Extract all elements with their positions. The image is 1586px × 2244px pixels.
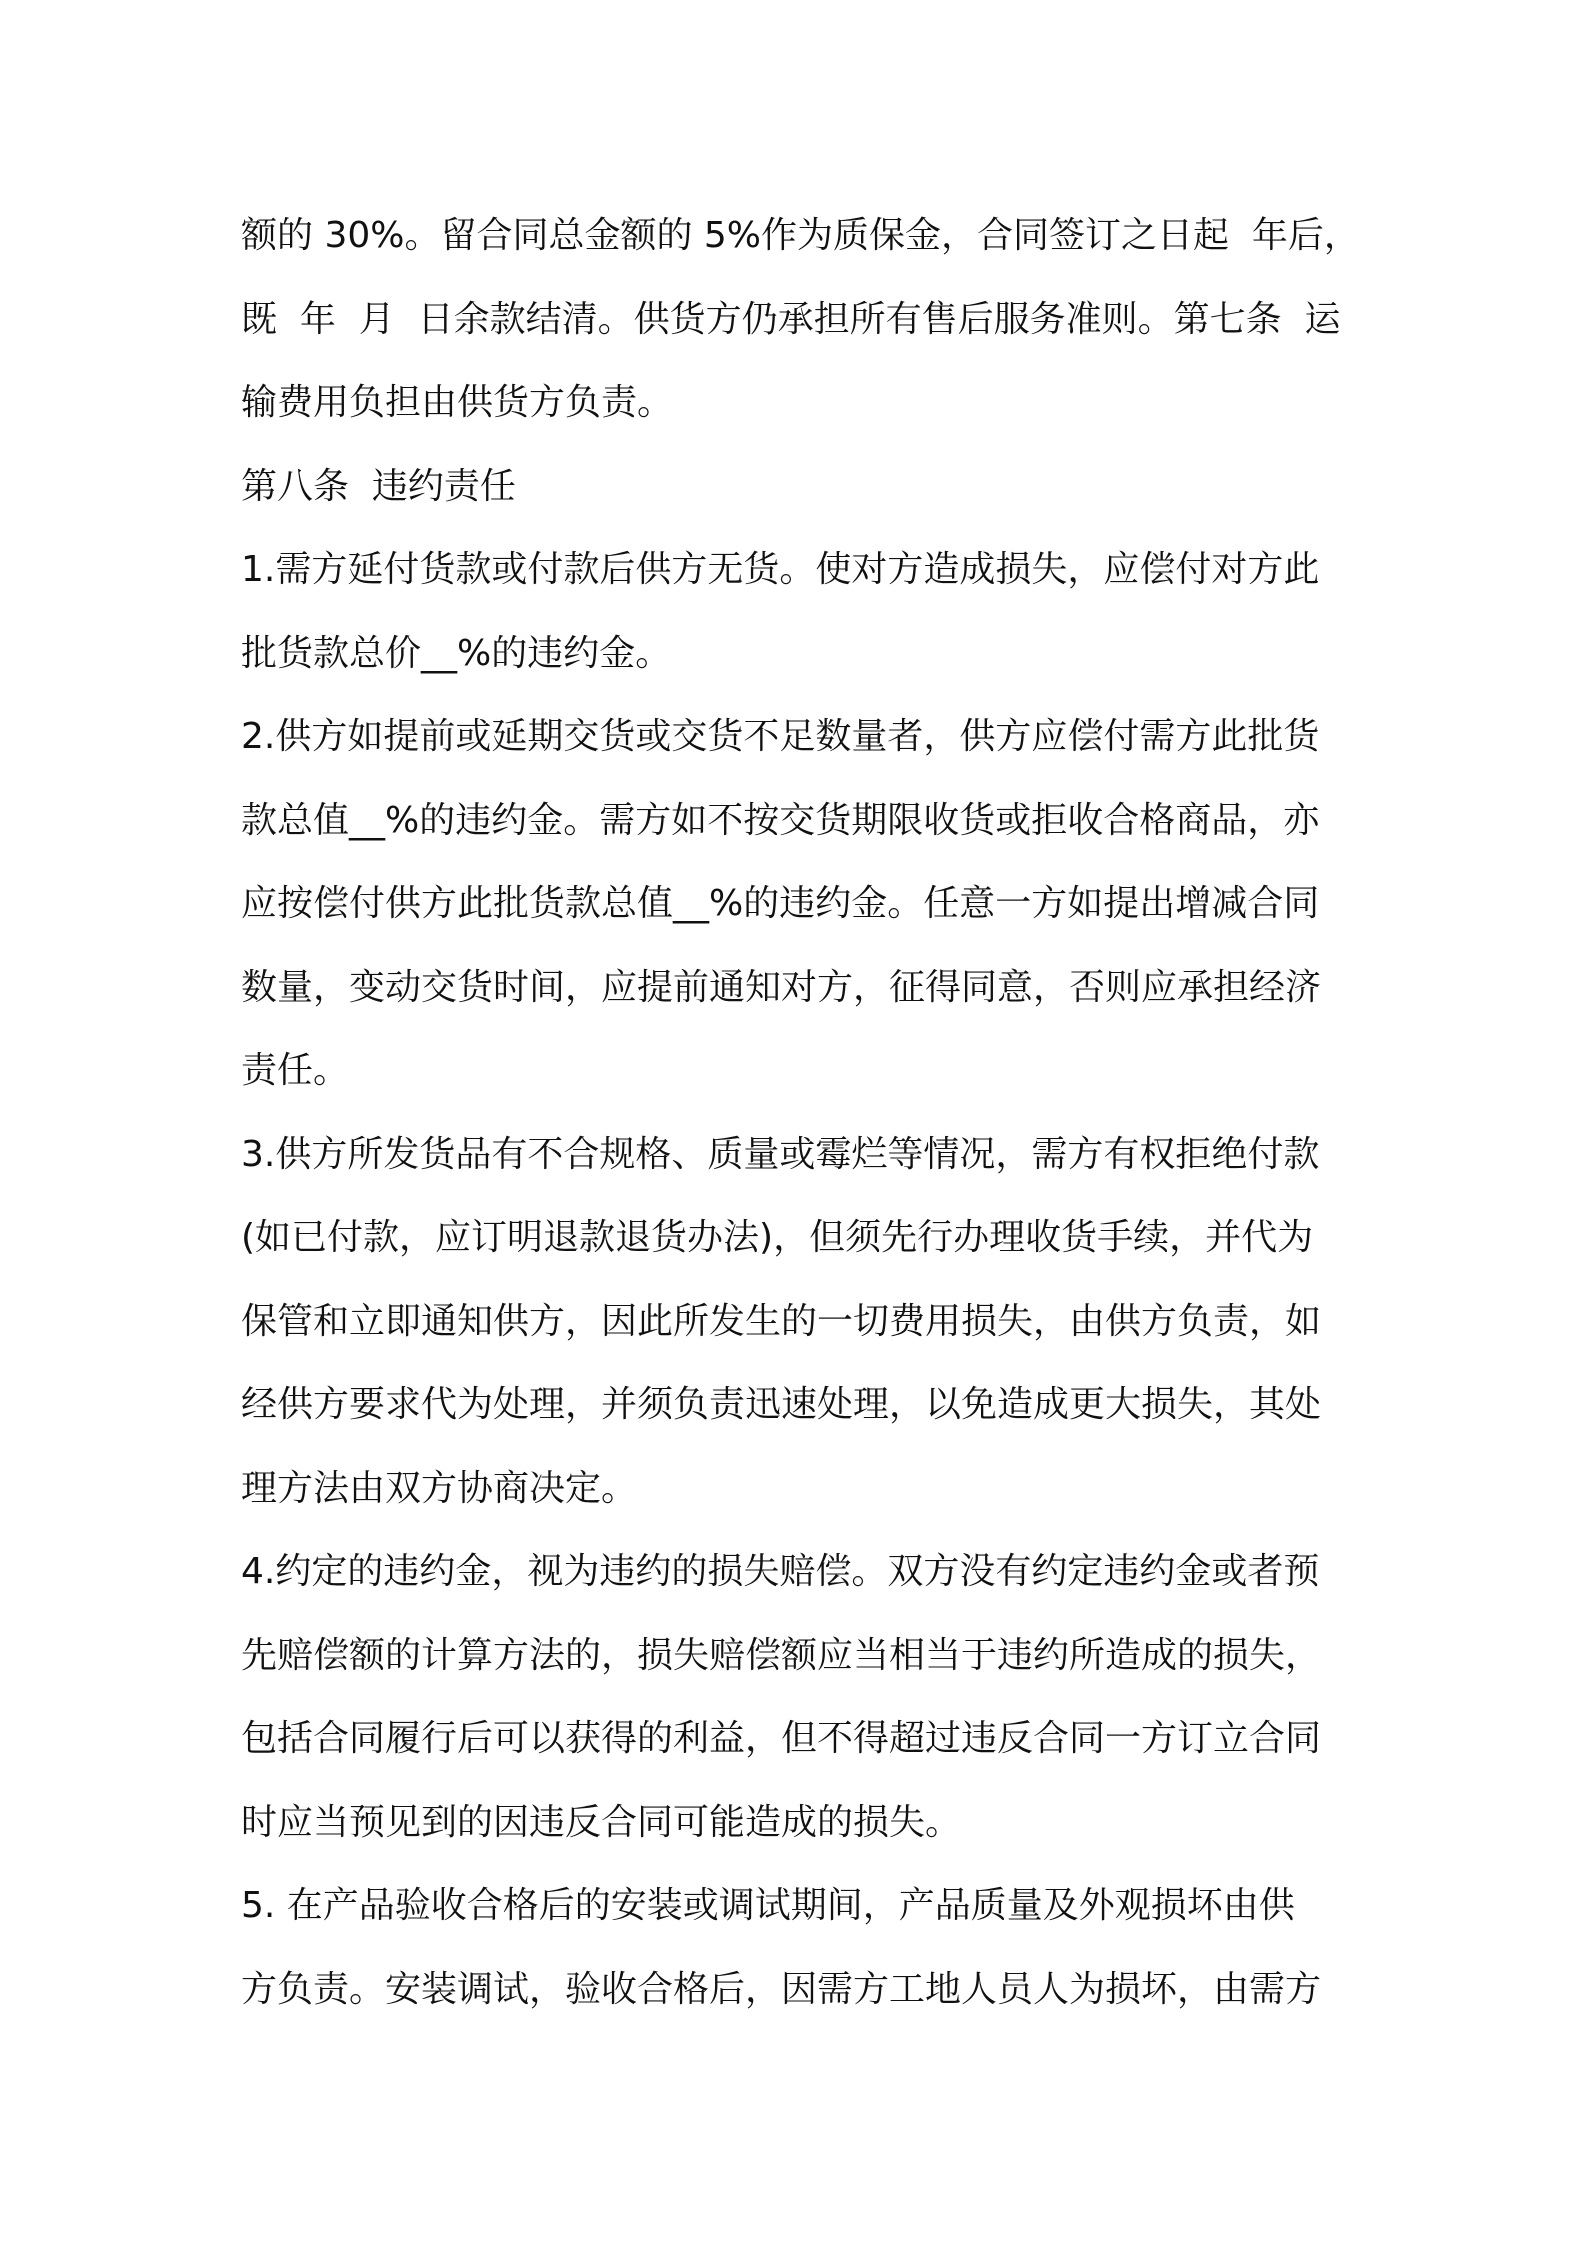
- text-line: 时应当预见到的因违反合同可能造成的损失。: [241, 1801, 962, 1843]
- contract-text-body: [241, 194, 1361, 2031]
- paragraph-payment-terms: [241, 194, 1361, 445]
- text-line: 先赔偿额的计算方法的，损失赔偿额应当相当于违约所造成的损失，: [241, 1634, 1322, 1676]
- clause-4: [241, 1530, 1361, 1864]
- clause-5: [241, 1864, 1361, 2031]
- text-line: 应按偿付供方此批货款总值__%的违约金。任意一方如提出增减合同: [241, 883, 1320, 924]
- clause-3: [241, 1113, 1361, 1531]
- text-line: 理方法由双方协商决定。: [241, 1467, 638, 1509]
- text-line: 3.供方所发货品有不合规格、质量或霉烂等情况，需方有权拒绝付款: [241, 1133, 1320, 1175]
- text-line: 额的 30%。留合同总金额的 5%作为质保金，合同签订之日起 年后，: [241, 215, 1360, 256]
- section-heading: 第八条 违约责任: [241, 465, 516, 507]
- section-heading-article-8: [241, 445, 1361, 529]
- clause-2: [241, 695, 1361, 1113]
- text-line: 5. 在产品验收合格后的安装或调试期间，产品质量及外观损坏由供: [241, 1885, 1295, 1926]
- text-line: 款总值__%的违约金。需方如不按交货期限收货或拒收合格商品，亦: [241, 799, 1320, 841]
- text-line: 包括合同履行后可以获得的利益，但不得超过违反合同一方订立合同: [241, 1718, 1322, 1759]
- text-line: (如已付款，应订明退款退货办法)，但须先行办理收货手续，并代为: [241, 1217, 1314, 1258]
- text-line: 数量，变动交货时间，应提前通知对方，征得同意，否则应承担经济: [241, 966, 1322, 1008]
- text-line: 2.供方如提前或延期交货或交货不足数量者，供方应偿付需方此批货: [241, 716, 1320, 757]
- text-line: 输费用负担由供货方负责。: [241, 382, 674, 423]
- text-line: 方负责。安装调试，验收合格后，因需方工地人员人为损坏，由需方: [241, 1968, 1322, 2010]
- text-line: 既 年 月 日余款结清。供货方仍承担所有售后服务准则。第七条 运: [241, 298, 1341, 340]
- text-line: 1.需方延付货款或付款后供方无货。使对方造成损失，应偿付对方此: [241, 549, 1320, 590]
- text-line: 保管和立即通知供方，因此所发生的一切费用损失，由供方负责，如: [241, 1300, 1322, 1342]
- text-line: 批货款总价__%的违约金。: [241, 632, 672, 674]
- text-line: 经供方要求代为处理，并须负责迅速处理，以免造成更大损失，其处: [241, 1384, 1322, 1425]
- text-line: 4.约定的违约金，视为违约的损失赔偿。双方没有约定违约金或者预: [241, 1551, 1320, 1592]
- text-line: 责任。: [241, 1050, 350, 1091]
- clause-1: [241, 528, 1361, 695]
